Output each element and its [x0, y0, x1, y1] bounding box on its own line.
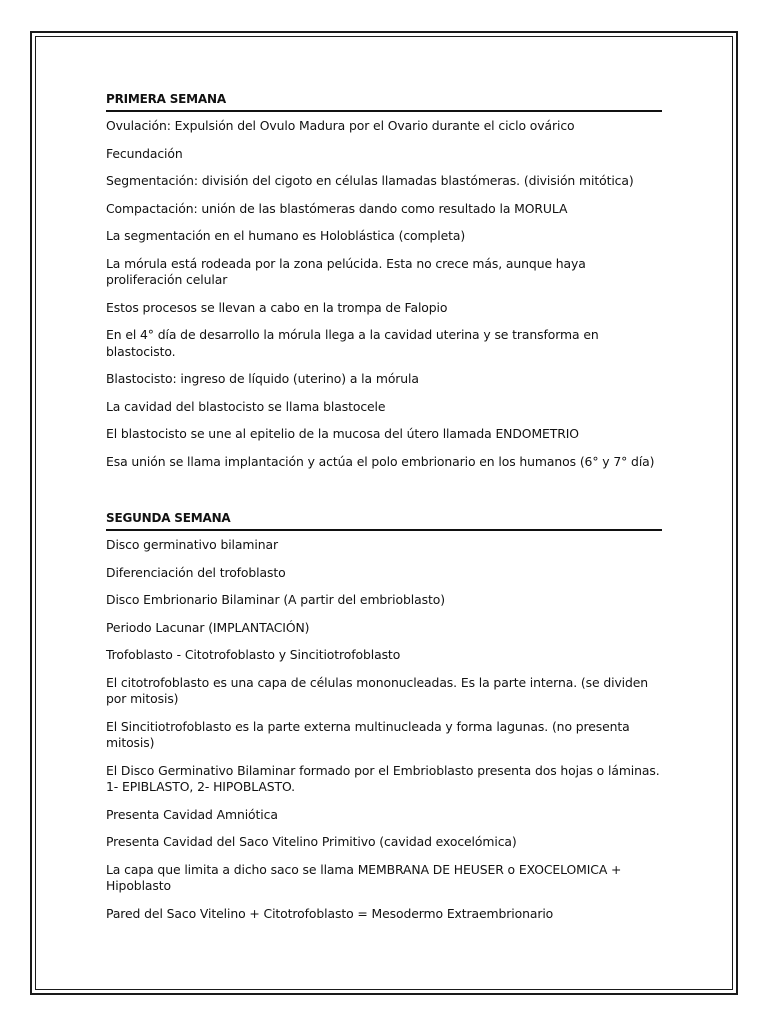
section-title: SEGUNDA SEMANA: [106, 510, 662, 531]
list-item: Fecundación: [106, 145, 183, 161]
list-item: La capa que limita a dicho saco se llama MEMBRANA DE HEUSER o EXOCELOMICA + Hipoblasto: [106, 861, 622, 893]
section-segunda-semana: [106, 510, 662, 922]
section-spacer: [106, 481, 662, 510]
list-item: El citotrofoblasto es una capa de células mononucleadas. Es la parte interna. (se dividen por mitosis): [106, 674, 649, 706]
list-item: Disco Embrionario Bilaminar (A partir del embrioblasto): [106, 592, 445, 607]
list-item: Ovulación: Expulsión del Ovulo Madura por el Ovario durante el ciclo ovárico: [106, 118, 575, 133]
list-item: La cavidad del blastocisto se llama blastocele: [106, 398, 386, 414]
list-item: Compactación: unión de las blastómeras dando como resultado la MORULA: [106, 200, 568, 216]
section-primera-semana: [106, 91, 662, 470]
list-item: La segmentación en el humano es Holoblástica (completa): [106, 228, 466, 243]
list-item: El blastocisto se une al epitelio de la mucosa del útero llamada ENDOMETRIO: [106, 426, 579, 441]
list-item: La mórula está rodeada por la zona pelúcida. Esta no crece más, aunque haya proliferación celular: [106, 255, 586, 287]
list-item: Periodo Lacunar (IMPLANTACIÓN): [106, 619, 310, 635]
list-item: Segmentación: división del cigoto en células llamadas blastómeras. (división mitótica): [106, 173, 634, 188]
list-item: Esa unión se llama implantación y actúa el polo embrionario en los humanos (6° y 7° día): [106, 453, 655, 469]
section-title: PRIMERA SEMANA: [106, 91, 662, 112]
list-item: Estos procesos se llevan a cabo en la trompa de Falopio: [106, 299, 448, 315]
list-item: Disco germinativo bilaminar: [106, 537, 278, 552]
list-item: Diferenciación del trofoblasto: [106, 564, 286, 580]
document-content: [106, 91, 662, 933]
list-item: El Sincitiotrofoblasto es la parte externa multinucleada y forma lagunas. (no presenta mitosis): [106, 718, 630, 750]
list-item: Pared del Saco Vitelino + Citotrofoblasto = Mesodermo Extraembrionario: [106, 905, 554, 921]
list-item: Presenta Cavidad Amniótica: [106, 806, 278, 822]
list-item: Blastocisto: ingreso de líquido (uterino) a la mórula: [106, 371, 419, 386]
list-item: Presenta Cavidad del Saco Vitelino Primitivo (cavidad exocelómica): [106, 834, 517, 849]
list-item: El Disco Germinativo Bilaminar formado por el Embrioblasto presenta dos hojas o láminas. 1- EPIBLASTO, 2- HIPOBLASTO.: [106, 762, 660, 794]
list-item: Trofoblasto - Citotrofoblasto y Sincitiotrofoblasto: [106, 647, 401, 662]
list-item: En el 4° día de desarrollo la mórula llega a la cavidad uterina y se transforma en blastocisto.: [106, 327, 599, 359]
